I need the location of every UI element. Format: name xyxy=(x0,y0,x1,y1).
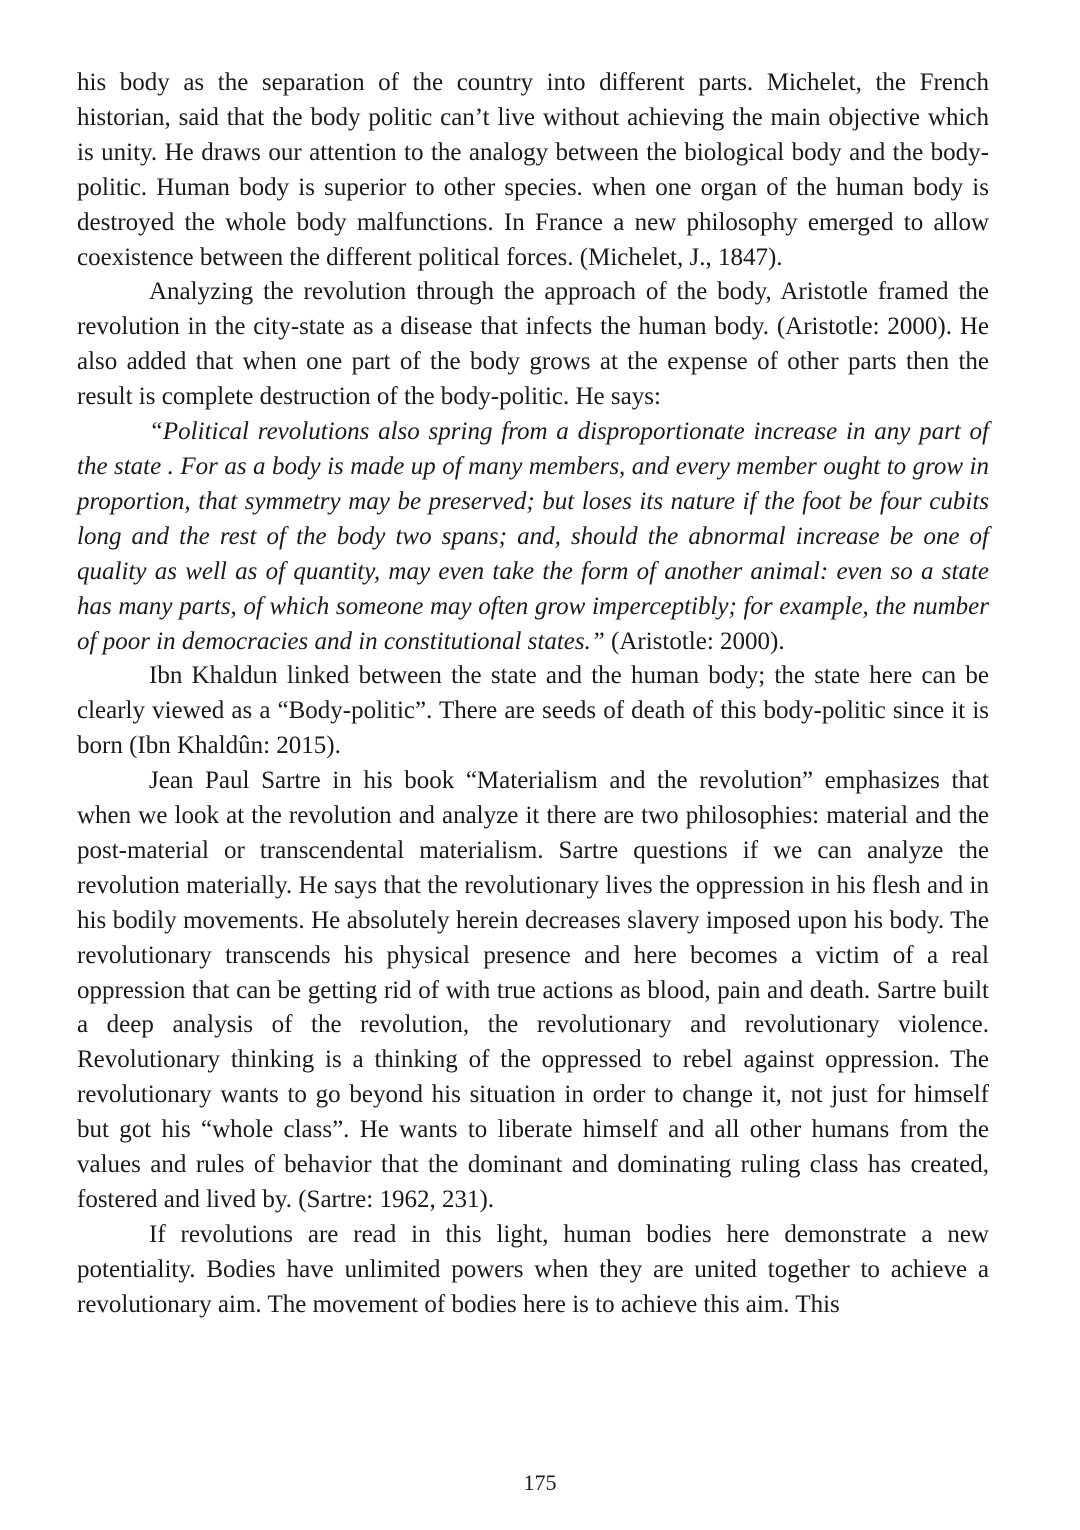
paragraph-aristotle: Analyzing the revolution through the approach of the body, Aristotle framed the revolution in the city-state as a disease that infects the human body. (Aristotle: 2000). He also added that when one part of the body grows at the expense of other parts then the result is complete destruction of the body-politic. He says: xyxy=(77,278,989,411)
quote-citation: (Aristotle: 2000). xyxy=(604,627,785,655)
paragraph-ibn-khaldun: Ibn Khaldun linked between the state and the human body; the state here can be clearly viewed as a “Body-politic”. There are seeds of death of this body-politic since it is born (Ibn Khaldûn: 2015). xyxy=(77,662,989,760)
block-quote-aristotle xyxy=(77,415,989,659)
page-body xyxy=(77,66,989,1323)
quote-text: “Political revolutions also spring from a disproportionate increase in any part of the state . For as a body is made up of many members, and every member ought to grow in proportion, that symmetry may be preserved; but loses its nature if the foot be four cubits long and the rest of the body two spans; and, should the abnormal increase be one of quality as well as of quantity, may even take the form of another animal: even so a state has many parts, of which someone may often grow imperceptibly; for example, the number of poor in democracies and in constitutional states.” xyxy=(77,418,989,655)
paragraph-sartre: Jean Paul Sartre in his book “Materialism and the revolution” emphasizes that when we look at the revolution and analyze it there are two philosophies: material and the post-material or transcendental materialism. Sartre questions if we can analyze the revolution materially. He says that the revolutionary lives the oppression in his flesh and in his bodily movements. He absolutely herein decreases slavery imposed upon his body. The revolutionary transcends his physical presence and here becomes a victim of a real oppression that can be getting rid of with true actions as blood, pain and death. Sartre built a deep analysis of the revolution, the revolutionary and revolutionary violence. Revolutionary thinking is a thinking of the oppressed to rebel against oppression. The revolutionary wants to go beyond his situation in order to change it, not just for himself but got his “whole class”. He wants to liberate himself and all other humans from the values and rules of behavior that the dominant and dominating ruling class has created, fostered and lived by. (Sartre: 1962, 231). xyxy=(77,767,989,1213)
paragraph-revolutions: If revolutions are read in this light, human bodies here demonstrate a new potentiality. Bodies have unlimited powers when they are united together to achieve a revolutionary aim. The movement of bodies here is to achieve this aim. This xyxy=(77,1220,989,1318)
page-number: 175 xyxy=(523,1470,557,1495)
paragraph-michelet: his body as the separation of the country into different parts. Michelet, the French historian, said that the body politic can’t live without achieving the main objective which is unity. He draws our attention to the analogy between the biological body and the body-politic. Human body is superior to other species. when one organ of the human body is destroyed the whole body malfunctions. In France a new philosophy emerged to allow coexistence between the different political forces. (Michelet, J., 1847). xyxy=(77,69,989,271)
